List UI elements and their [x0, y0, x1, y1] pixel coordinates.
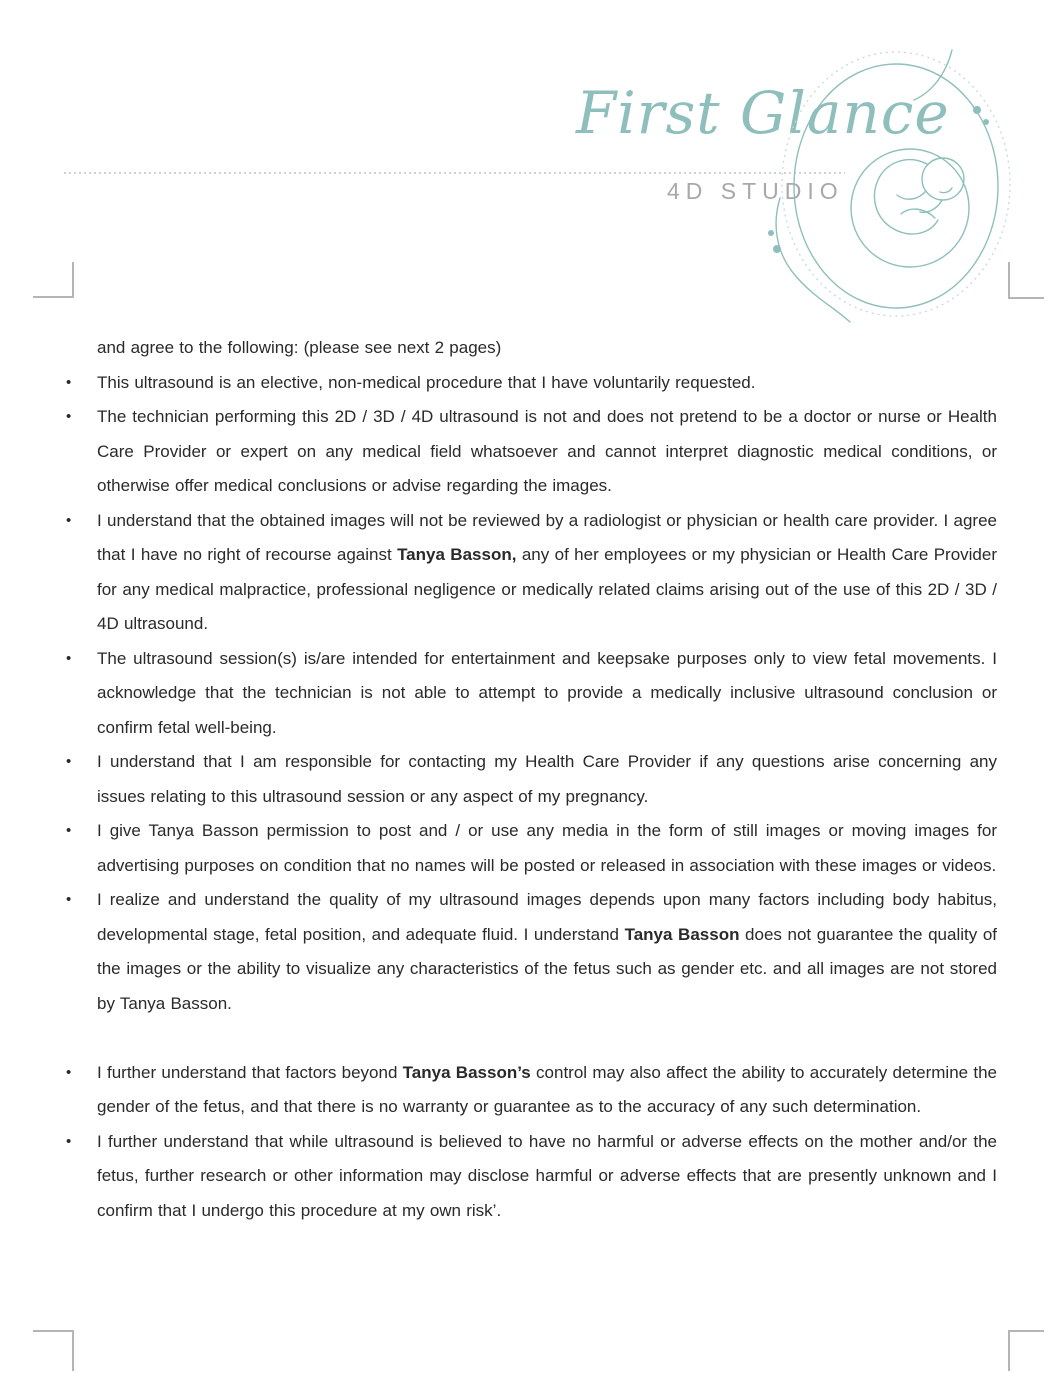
bullet-text: I further understand that factors beyond [97, 1062, 403, 1082]
bullet-marker-icon: • [66, 373, 72, 391]
bullet-marker-icon: • [66, 753, 72, 770]
bullet-item [66, 504, 997, 642]
corner-mark-bottom-left [33, 1330, 74, 1371]
bullet-text-bold-name: Tanya Basson [624, 924, 740, 944]
bullet-item [66, 745, 997, 814]
corner-mark-top-right [1008, 262, 1044, 299]
bullet-marker-icon: • [66, 822, 72, 839]
corner-mark-top-left [33, 262, 74, 298]
bullet-item [66, 883, 998, 1021]
logo-brand-subtitle: 4D STUDIO [667, 178, 844, 204]
bullet-item [66, 1056, 997, 1125]
bullet-text: This ultrasound is an elective, non-medical procedure that I have voluntarily requested. [97, 372, 756, 392]
bullet-marker-icon: • [66, 1063, 72, 1081]
bullet-text: The technician performing this 2D / 3D / 4D ultrasound is not and does not pretend to be a doctor or nurse or Health Care Provider or expert on any medical field whatsoever and cannot interpret diagnostic medical conditions, or otherwise offer medical conclusions or advise regarding the images. [97, 407, 997, 495]
fetus-line-art-icon [680, 48, 1050, 328]
bullet-text: I further understand that while ultrasound is believed to have no harmful or adverse effects on the mother and/or the fetus, further research or other information may disclose harmful or adverse effects that are presently unknown and I confirm that I undergo this procedure at my own risk’. [97, 1131, 997, 1220]
bullet-marker-icon: • [66, 408, 72, 425]
bullet-marker-icon: • [66, 891, 72, 908]
bullet-text-bold-name: Tanya Basson’s [402, 1062, 531, 1082]
intro-line: and agree to the following: (please see next 2 pages) [97, 338, 502, 357]
bullet-text-bold-name: Tanya Basson, [397, 545, 517, 564]
bullet-item [66, 814, 997, 883]
bullet-text: I realize and understand the quality of my ultrasound images depends upon many factors including body habitus, developmental stage, fetal position, and adequate fluid. I understand [97, 890, 997, 944]
consent-text-block [66, 331, 998, 1228]
bullet-list [66, 366, 998, 1229]
bullet-marker-icon: • [66, 649, 72, 667]
bullet-text: control may also affect the ability to accurately determine the gender of the fetus, and that there is no warranty or guarantee as to the accuracy of any such determination. [97, 1062, 997, 1116]
bullet-text: I understand that the obtained images will not be reviewed by a radiologist or physician or health care provider. I agree that I have no right of recourse against [97, 510, 997, 564]
bullet-text: I understand that I am responsible for contacting my Health Care Provider if any questions arise concerning any issues relating to this ultrasound session or any aspect of my pregnancy. [97, 752, 997, 806]
bullet-item [66, 400, 997, 504]
bullet-text: The ultrasound session(s) is/are intended for entertainment and keepsake purposes only to view fetal movements. I acknowledge that the technician is not able to attempt to provide a medically inclusive ultrasound conclusion or confirm fetal well-being. [97, 648, 997, 737]
bullet-marker-icon: • [66, 511, 72, 529]
bullet-marker-icon: • [66, 1132, 72, 1150]
bullet-item [66, 366, 997, 401]
bullet-item [66, 642, 997, 746]
corner-mark-bottom-right [1008, 1330, 1044, 1371]
bullet-item [66, 1125, 997, 1229]
bullet-text: I give Tanya Basson permission to post and / or use any media in the form of still images or moving images for advertising purposes on condition that no names will be posted or released in association with these images or videos. [97, 821, 997, 875]
bullet-text: does not guarantee the quality of the images or the ability to visualize any characteristics of the fetus such as gender etc. and all images are not stored by Tanya Basson. [97, 924, 998, 1013]
bullet-text: any of her employees or my physician or Health Care Provider for any medical malpractice, professional negligence or medically related claims arising out of the use of this 2D / 3D / 4D ultrasound. [97, 545, 997, 633]
logo-brand-name: First Glance [576, 79, 950, 147]
